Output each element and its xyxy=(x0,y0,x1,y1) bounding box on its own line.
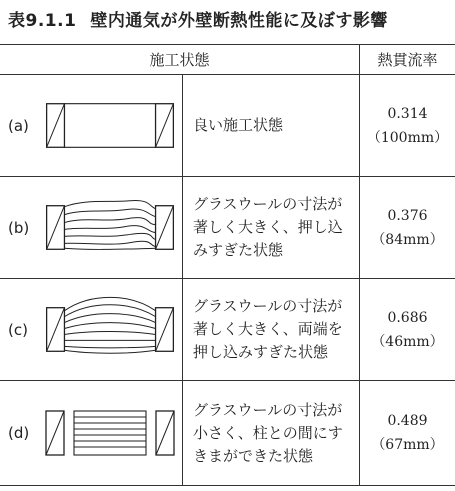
row-label: (d) xyxy=(8,424,30,442)
thickness-value: （46mm） xyxy=(371,333,444,350)
thickness-value: （67mm） xyxy=(371,437,444,453)
insulation-well-installed-icon xyxy=(40,75,180,176)
header-method: 施工状態 xyxy=(0,45,360,74)
insulation-gap-icon xyxy=(40,381,180,485)
description-line: 著しく大きく、両端を xyxy=(193,320,343,338)
description-line: 小さく、柱との間にす xyxy=(193,423,343,442)
description-line: グラスウールの寸法が xyxy=(193,400,343,419)
thickness-value: （84mm） xyxy=(371,231,444,248)
table-row xyxy=(0,75,455,177)
description-line: グラスウールの寸法が xyxy=(193,297,343,315)
table-row xyxy=(0,381,455,485)
description-line: 著しく大きく、押し込 xyxy=(193,218,343,236)
insulation-compressed-icon xyxy=(40,177,180,278)
row-label: (a) xyxy=(8,116,29,135)
description-line: 良い施工状態 xyxy=(193,116,284,134)
insulation-compressed-ends-icon xyxy=(40,279,180,380)
value-cell xyxy=(360,177,455,278)
table-title: 壁内通気が外壁断熱性能に及ぼす影響 xyxy=(90,11,388,31)
table-header xyxy=(0,45,455,75)
description-line: グラスウールの寸法が xyxy=(193,195,343,213)
table-number: 表9.1.1 xyxy=(8,11,77,31)
row-description xyxy=(183,295,347,364)
table-caption xyxy=(8,6,448,34)
heat-flux-value: 0.489 xyxy=(387,413,428,429)
description-cell xyxy=(182,279,360,380)
value-cell xyxy=(360,279,455,380)
heat-flux-value: 0.376 xyxy=(387,207,428,224)
heat-flux-value: 0.686 xyxy=(387,309,428,326)
description-cell xyxy=(182,177,360,278)
description-line: 押し込みすぎた状態 xyxy=(193,343,329,361)
row-description xyxy=(183,193,347,262)
row-label: (c) xyxy=(8,320,28,339)
description-line: みすぎた状態 xyxy=(193,241,284,259)
table-row xyxy=(0,177,455,279)
insulation-table xyxy=(0,44,455,486)
description-cell xyxy=(182,75,360,176)
table-row xyxy=(0,279,455,381)
description-cell xyxy=(182,381,360,485)
description-line: きまができた状態 xyxy=(193,446,314,465)
row-label: (b) xyxy=(8,218,30,237)
row-description xyxy=(183,399,347,468)
thickness-value: （100mm） xyxy=(366,129,449,146)
row-description xyxy=(183,114,287,137)
value-cell xyxy=(360,75,455,176)
header-heat-flux: 熱貫流率 xyxy=(377,51,438,69)
heat-flux-value: 0.314 xyxy=(387,105,428,122)
value-cell xyxy=(360,381,455,485)
